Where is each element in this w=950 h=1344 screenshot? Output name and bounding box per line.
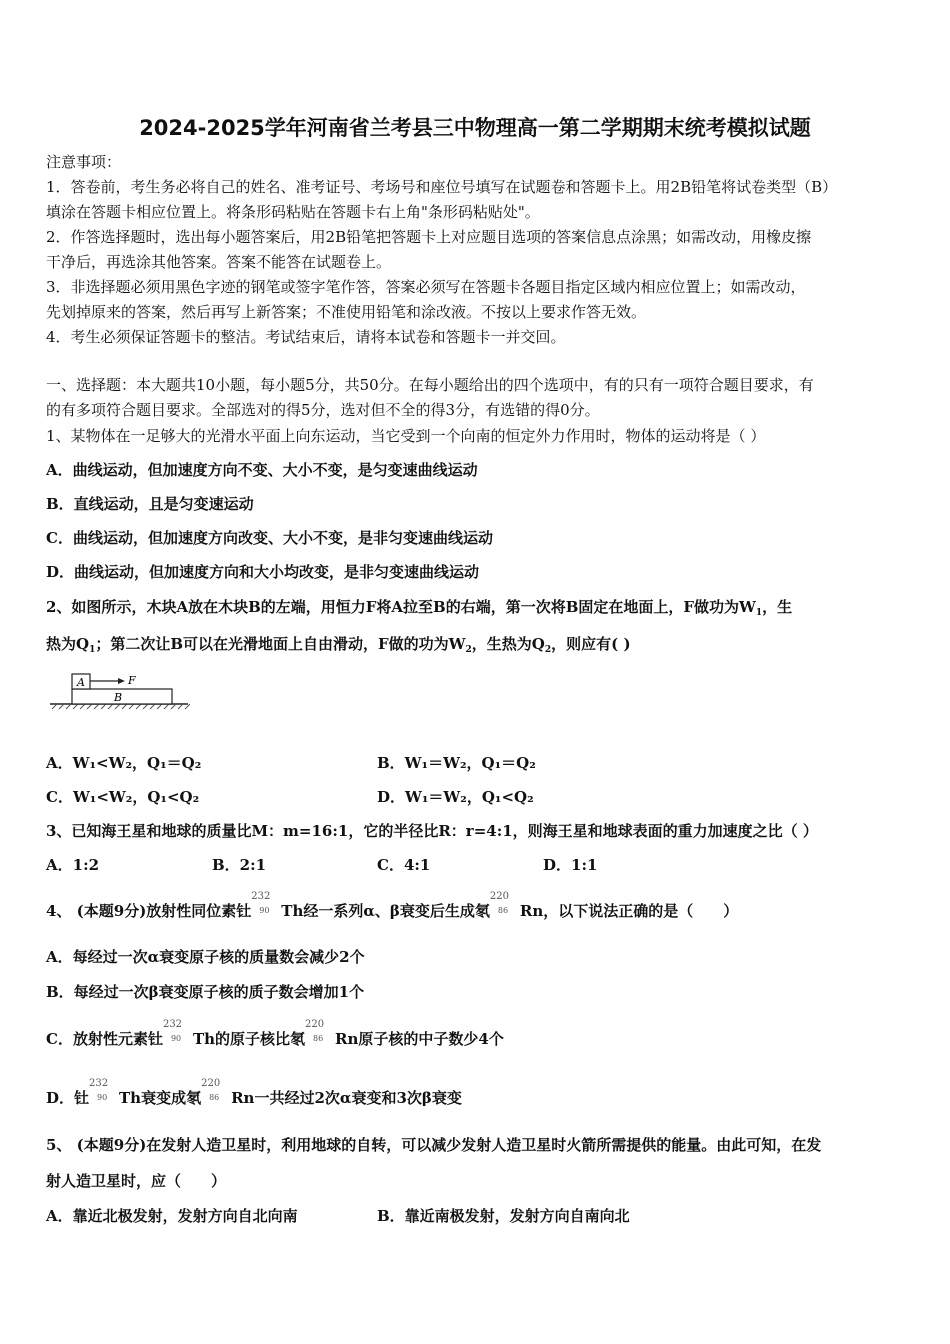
q1-option-a[interactable]: A．曲线运动，但加速度方向不变、大小不变，是匀变速曲线运动 <box>46 461 478 479</box>
label-f: F <box>128 674 136 687</box>
isotope-th: 232 90 <box>251 891 271 915</box>
notice-3a: 3．非选择题必须用黑色字迹的钢笔或签字笔作答，答案必须写在答题卡各题目指定区域内相应位置上；如需改动， <box>46 278 806 296</box>
q1-option-b[interactable]: B．直线运动，且是匀变速运动 <box>46 495 254 513</box>
q2-option-a[interactable]: A．W₁<W₂，Q₁＝Q₂ <box>46 754 202 772</box>
q2-stem-line2: 热为$Q_1$；第二次让B可以在光滑地面上自由滑动，F做的功为$W_2$，生热为$Q_2$，则应有( ) <box>46 635 631 655</box>
q3-option-b[interactable]: B．2:1 <box>212 856 267 874</box>
notice-2a: 2．作答选择题时，选出每小题答案后，用2B铅笔把答题卡上对应题目选项的答案信息点涂黑；如需改动，用橡皮擦 <box>46 228 812 246</box>
notice-4: 4．考生必须保证答题卡的整洁。考试结束后，请将本试卷和答题卡一并交回。 <box>46 328 566 346</box>
q1-option-c[interactable]: C．曲线运动，但加速度方向改变、大小不变，是非匀变速曲线运动 <box>46 529 493 547</box>
ground-surface <box>50 704 190 709</box>
q1-stem: 1、某物体在一足够大的光滑水平面上向东运动，当它受到一个向南的恒定外力作用时，物体的运动将是（ ） <box>46 427 766 445</box>
q5-option-a[interactable]: A．靠近北极发射，发射方向自北向南 <box>46 1207 298 1225</box>
q3-stem: 3、已知海王星和地球的质量比M：m=16:1，它的半径比R：r=4:1，则海王星和地球表面的重力加速度之比（ ） <box>46 822 818 840</box>
q2-option-d[interactable]: D．W₁＝W₂，Q₁<Q₂ <box>377 788 534 806</box>
q4-option-c[interactable]: C．放射性元素钍 232 90 Th的原子核比氡 220 86 Rn原子核的中子数少4个 <box>46 1019 504 1048</box>
isotope-th: 232 90 <box>162 1019 183 1043</box>
notice-3b: 先划掉原来的答案，然后再写上新答案；不准使用铅笔和涂改液。不按以上要求作答无效。 <box>46 303 647 321</box>
isotope-th: 232 90 <box>89 1078 109 1102</box>
q5-stem-line2: 射人造卫星时，应（ ） <box>46 1172 227 1190</box>
isotope-rn: 220 86 <box>489 891 509 915</box>
q3-option-c[interactable]: C．4:1 <box>377 856 431 874</box>
isotope-rn: 220 86 <box>201 1078 221 1102</box>
notice-1b: 填涂在答题卡相应位置上。将条形码粘贴在答题卡右上角"条形码粘贴处"。 <box>46 203 540 221</box>
force-arrow-head <box>118 678 125 684</box>
q4-option-b[interactable]: B．每经过一次β衰变原子核的质子数会增加1个 <box>46 983 365 1001</box>
q4-option-d[interactable]: D．钍 232 90 Th衰变成氡 220 86 Rn一共经过2次α衰变和3次β衰变 <box>46 1078 462 1107</box>
notice-1a: 1．答卷前，考生务必将自己的姓名、准考证号、考场号和座位号填写在试题卷和答题卡上。用2B铅笔将试卷类型（B） <box>46 178 838 196</box>
q2-option-b[interactable]: B．W₁＝W₂，Q₁＝Q₂ <box>377 754 536 772</box>
q5-option-b[interactable]: B．靠近南极发射，发射方向自南向北 <box>377 1207 630 1225</box>
q2-option-c[interactable]: C．W₁<W₂，Q₁<Q₂ <box>46 788 200 806</box>
q1-option-d[interactable]: D．曲线运动，但加速度方向和大小均改变，是非匀变速曲线运动 <box>46 563 480 581</box>
q4-option-a[interactable]: A．每经过一次α衰变原子核的质量数会减少2个 <box>46 948 365 966</box>
isotope-rn: 220 86 <box>305 1019 325 1043</box>
label-b: B <box>113 691 123 704</box>
section1-line2: 的有多项符合题目要求。全部选对的得5分，选对但不全的得3分，有选错的得0分。 <box>46 401 600 419</box>
notice-2b: 干净后，再选涂其他答案。答案不能答在试题卷上。 <box>46 253 392 271</box>
section1-line1: 一、选择题：本大题共10小题，每小题5分，共50分。在每小题给出的四个选项中，有的只有一项符合题目要求，有 <box>46 376 814 394</box>
q2-stem-line1: 2、如图所示，木块A放在木块B的左端，用恒力F将A拉至B的右端，第一次将B固定在地面上，F做功为$W_1$，生 <box>46 598 793 618</box>
label-a: A <box>77 676 85 689</box>
notice-heading: 注意事项： <box>46 153 122 171</box>
q5-stem-line1: 5、 (本题9分)在发射人造卫星时，利用地球的自转，可以减少发射人造卫星时火箭所需提供的能量。由此可知，在发 <box>46 1136 822 1154</box>
block-diagram <box>48 670 190 712</box>
q3-option-d[interactable]: D．1:1 <box>543 856 598 874</box>
q3-option-a[interactable]: A．1:2 <box>46 856 100 874</box>
q4-stem: 4、 (本题9分)放射性同位素钍 232 90 Th经一系列α、β衰变后生成氡 220 86 Rn，以下说法正确的是（ ） <box>46 891 739 920</box>
page-title: 2024-2025学年河南省兰考县三中物理高一第二学期期末统考模拟试题 <box>139 116 811 140</box>
